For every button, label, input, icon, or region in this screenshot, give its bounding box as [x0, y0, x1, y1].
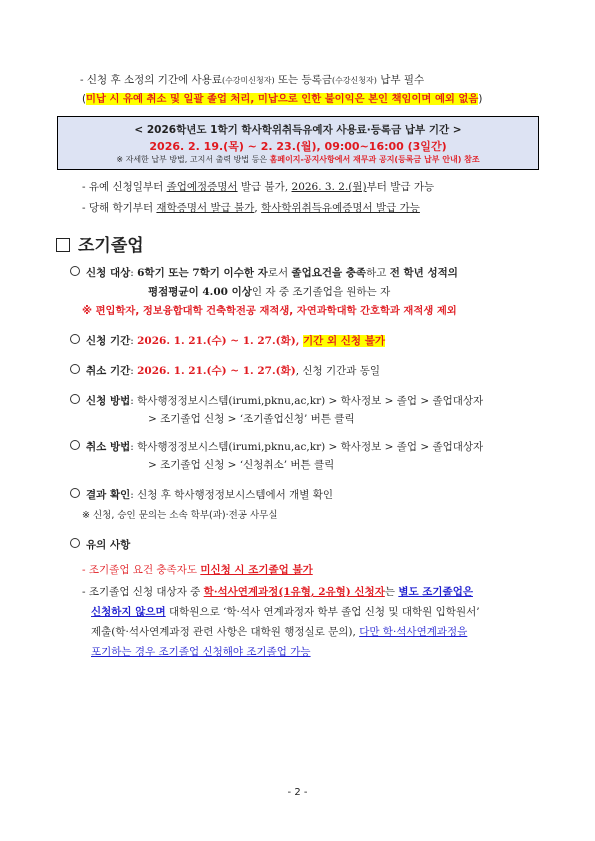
result-check-line	[70, 488, 333, 502]
text: 기간 외 신청 불가	[303, 335, 385, 347]
text: : 학사행정정보시스템(irumi,pknu,ac,kr) > 학사정보 > 졸업 > 졸업대상자	[130, 395, 484, 407]
text: 다만 학·석사연계과정을	[359, 626, 468, 638]
text: - 당해 학기부터	[82, 202, 157, 214]
text: : 학사행정정보시스템(irumi,pknu,ac,kr) > 학사정보 > 졸업 > 졸업대상자	[130, 441, 484, 453]
circle-bullet-icon	[70, 394, 80, 404]
text: 는	[384, 586, 399, 598]
text: 부터 발급 가능	[366, 181, 435, 193]
inquiry-note: ※ 신청, 승인 문의는 소속 학부(과)·전공 사무실	[82, 510, 278, 521]
text: 대학원으로 ‘학·석사 연계과정자 학부 졸업 신청 및 대학원 입학원서’	[165, 606, 480, 618]
text: 재학증명서 발급 불가	[156, 202, 255, 214]
text: 졸업예정증명서	[166, 181, 238, 193]
circle-bullet-icon	[70, 488, 80, 498]
circle-bullet-icon	[70, 266, 80, 276]
circle-bullet-icon	[70, 440, 80, 450]
box-note	[58, 154, 538, 165]
text: :	[130, 365, 138, 377]
square-bullet-icon	[56, 238, 70, 252]
apply-method-line-1	[70, 394, 483, 408]
text: : 신청 후 학사행정정보시스템에서 개별 확인	[130, 489, 334, 501]
text: 학사학위취득유예증명서 발급 가능	[261, 202, 420, 214]
text: 별도 조기졸업은	[398, 586, 473, 598]
certificate-line-1	[82, 180, 434, 194]
text: 납부 필수	[376, 74, 425, 86]
label: 결과 확인	[86, 489, 131, 501]
text: (	[82, 93, 87, 105]
text: (수강신청자)	[331, 76, 377, 85]
label: 신청 기간	[86, 335, 131, 347]
section-title-text: 조기졸업	[78, 236, 144, 256]
text: 전 학년 성적의	[389, 267, 458, 279]
circle-bullet-icon	[70, 538, 80, 548]
text: - 유예 신청일부터	[82, 181, 167, 193]
text: :	[130, 335, 138, 347]
text: 2026. 3. 2.(월)	[291, 181, 367, 193]
text: (수강미신청자)	[221, 76, 275, 85]
label: 신청 방법	[86, 395, 131, 407]
note-1	[82, 563, 313, 577]
text: 6학기 또는 7학기 이수한 자	[137, 267, 268, 279]
section-title	[56, 231, 144, 256]
label: 취소 방법	[86, 441, 131, 453]
text: 인 자 중 조기졸업을 원하는 자	[251, 286, 391, 298]
warning-text: 미납 시 유예 취소 및 일괄 졸업 처리, 미납으로 인한 불이익은 본인 책임이며 예외 없음	[86, 93, 479, 105]
text: 홈페이지-공지사항에서 재무과 공지(등록금 납부 안내) 참조	[269, 155, 480, 164]
text: 졸업요건을 충족	[291, 267, 367, 279]
text: ,	[295, 335, 304, 347]
note-2-line-1	[82, 585, 473, 599]
payment-period-box	[57, 116, 539, 170]
payment-requirement-line	[80, 73, 424, 88]
cancel-period-line	[70, 364, 380, 378]
note-2-line-4	[91, 645, 311, 659]
text: 2026. 1. 21.(수) ~ 1. 27.(화)	[137, 335, 296, 347]
text: ,	[254, 202, 262, 214]
text: 로서	[267, 267, 292, 279]
box-title: < 2026학년도 1학기 학사학위취득유예자 사용료·등록금 납부 기간 >	[134, 124, 462, 136]
note-2-line-2	[91, 605, 480, 619]
target-line-2	[148, 285, 390, 299]
notes-heading	[70, 538, 130, 552]
text: 평점평균이 4.00 이상	[148, 286, 252, 298]
nonpayment-warning	[82, 92, 482, 106]
page-number: - 2 -	[287, 787, 308, 798]
note-2-line-3	[91, 625, 467, 639]
text: :	[130, 267, 138, 279]
exclusion-note: ※ 편입학자, 정보융합대학 건축학전공 재적생, 자연과학대학 간호학과 재적생 제외	[82, 305, 457, 317]
cancel-method-line-1	[70, 440, 483, 454]
text: 2026. 1. 21.(수) ~ 1. 27.(화)	[137, 365, 296, 377]
text: 제출(학·석사연계과정 관련 사항은 대학원 행정실로 문의),	[91, 626, 360, 638]
text: 포기하는 경우 조기졸업 신청해야 조기졸업 가능	[91, 646, 311, 658]
label: 취소 기간	[86, 365, 131, 377]
circle-bullet-icon	[70, 364, 80, 374]
label: 신청 대상	[86, 267, 131, 279]
text: 발급 불가,	[237, 181, 292, 193]
apply-method-line-2: > 조기졸업 신청 > ‘조기졸업신청’ 버튼 클릭	[148, 413, 355, 425]
text: )	[478, 93, 483, 105]
box-period: 2026. 2. 19.(목) ~ 2. 23.(월), 09:00~16:00 (3일간)	[149, 140, 447, 153]
text: 또는 등록금	[274, 74, 332, 86]
text: 미신청 시 조기졸업 불가	[200, 564, 313, 576]
label: 유의 사항	[86, 539, 131, 551]
apply-period-line	[70, 334, 385, 348]
text: 신청하지 않으며	[91, 606, 166, 618]
text: - 조기졸업 요건 충족자도	[82, 564, 201, 576]
cancel-method-line-2: > 조기졸업 신청 > ‘신청취소’ 버튼 클릭	[148, 459, 335, 471]
text: , 신청 기간과 동일	[295, 365, 381, 377]
text: 하고	[366, 267, 390, 279]
certificate-line-2	[82, 201, 420, 215]
text: 학·석사연계과정(1유형, 2유형) 신청자	[203, 586, 385, 598]
text: - 신청 후 소정의 기간에 사용료	[80, 74, 222, 86]
circle-bullet-icon	[70, 334, 80, 344]
text: - 조기졸업 신청 대상자 중	[82, 586, 204, 598]
target-line-1	[70, 266, 458, 280]
text: ※ 자세한 납부 방법, 고지서 출력 방법 등은	[116, 155, 270, 164]
